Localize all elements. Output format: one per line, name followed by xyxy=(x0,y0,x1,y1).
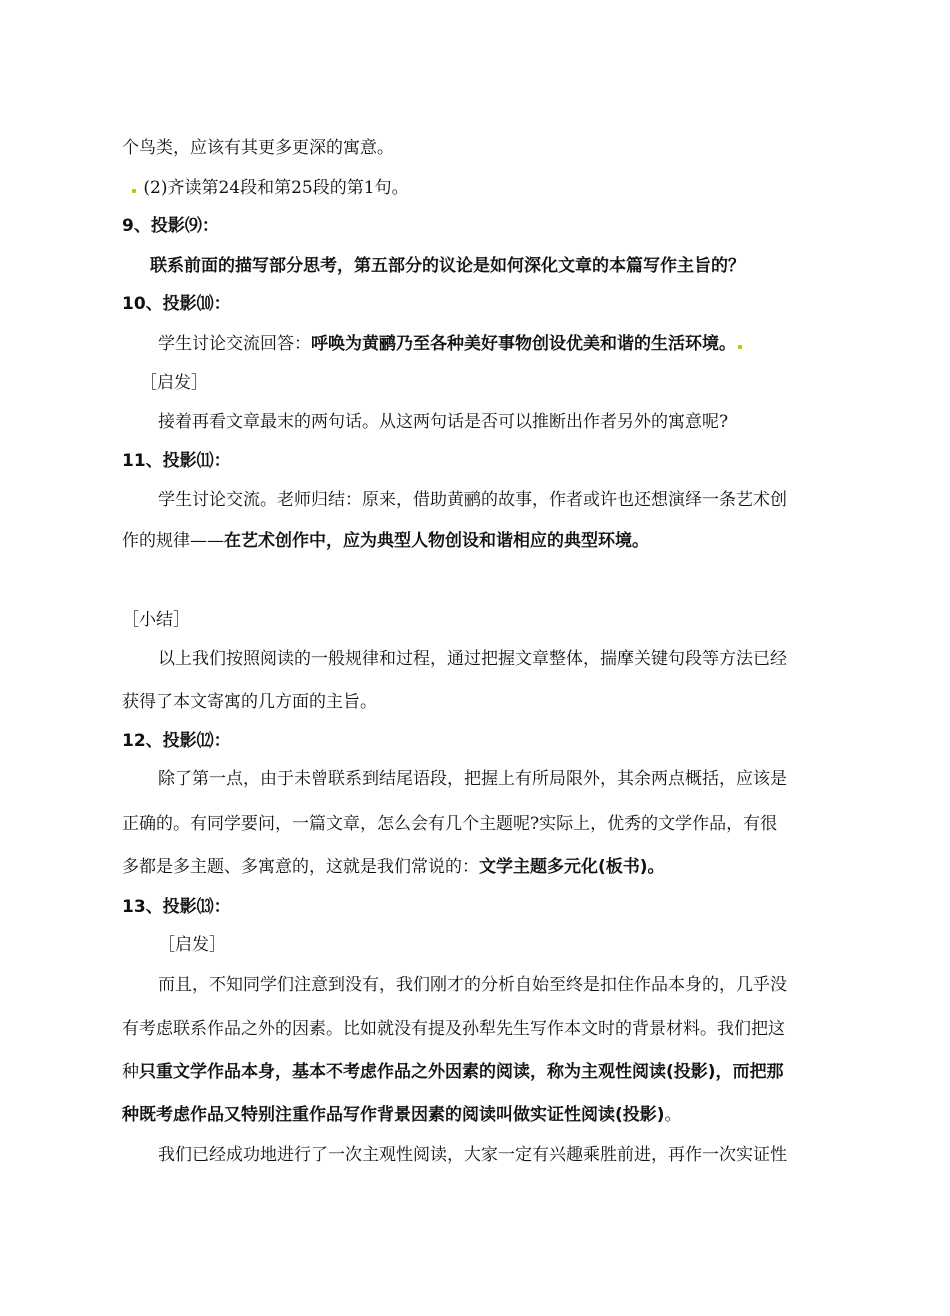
paragraph-line: 正确的。有同学要问，一篇文章，怎么会有几个主题呢?实际上，优秀的文学作品，有很 xyxy=(122,814,778,834)
section-heading: 10、投影⑽： xyxy=(122,294,231,314)
emphasis-text: 种既考虑作品又特别注重作品写作背景因素的阅读叫做实证性阅读(投影) xyxy=(122,1105,665,1125)
section-heading: 12、投影⑿： xyxy=(122,731,231,751)
paragraph-line xyxy=(122,1103,830,1127)
paragraph-line: 我们已经成功地进行了一次主观性阅读，大家一定有兴趣乘胜前进，再作一次实证性 xyxy=(158,1145,787,1165)
paragraph-line: 有考虑联系作品之外的因素。比如就没有提及孙犁先生写作本文时的背景材料。我们把这 xyxy=(122,1019,785,1039)
emphasis-text: 只重文学作品本身，基本不考虑作品之外因素的阅读，称为主观性阅读(投影)，而把那 xyxy=(139,1062,784,1082)
bracket-label: ［小结］ xyxy=(122,610,190,630)
line-text: 。 xyxy=(664,1105,682,1125)
paragraph-line: 而且，不知同学们注意到没有，我们刚才的分析自始至终是扣住作品本身的，几乎没 xyxy=(158,975,787,995)
paragraph-line xyxy=(122,1060,830,1084)
marker-dot xyxy=(738,345,742,349)
bracket-label: ［启发］ xyxy=(158,935,226,955)
line-text: 多都是多主题、多寓意的，这就是我们常说的： xyxy=(122,857,479,877)
line-text: 种 xyxy=(122,1062,139,1082)
line-text: 学生讨论交流回答： xyxy=(158,334,311,354)
paragraph-line: 获得了本文寄寓的几方面的主旨。 xyxy=(122,692,377,712)
paragraph-line: 接着再看文章最末的两句话。从这两句话是否可以推断出作者另外的寓意呢? xyxy=(158,412,729,432)
paragraph-line: 除了第一点，由于未曾联系到结尾语段，把握上有所局限外，其余两点概括，应该是 xyxy=(158,769,787,789)
paragraph-line: 以上我们按照阅读的一般规律和过程，通过把握文章整体，揣摩关键句段等方法已经 xyxy=(158,649,787,669)
emphasis-text: 呼唤为黄鹂乃至各种美好事物创设优美和谐的生活环境。 xyxy=(311,334,736,354)
section-heading: 13、投影⒀： xyxy=(122,897,231,917)
line-text: (2)齐读第24段和第25段的第1句。 xyxy=(143,178,409,198)
paragraph-line xyxy=(158,332,830,356)
section-heading: 9、投影⑼： xyxy=(122,216,219,236)
paragraph-line xyxy=(122,855,830,879)
emphasis-text: 文学主题多元化(板书)。 xyxy=(479,857,665,877)
emphasis-text: 在艺术创作中，应为典型人物创设和谐相应的典型环境。 xyxy=(224,531,649,551)
section-heading: 11、投影⑾： xyxy=(122,451,231,471)
marker-dot xyxy=(132,189,136,193)
paragraph-line xyxy=(130,176,830,200)
paragraph-line: 个鸟类，应该有其更多更深的寓意。 xyxy=(122,138,394,158)
question-text: 联系前面的描写部分思考，第五部分的议论是如何深化文章的本篇写作主旨的？ xyxy=(150,256,745,276)
line-text: 作的规律—— xyxy=(122,531,224,551)
paragraph-line: 学生讨论交流。老师归结：原来，借助黄鹂的故事，作者或许也还想演绎一条艺术创 xyxy=(158,490,787,510)
bracket-label: ［启发］ xyxy=(140,373,208,393)
paragraph-line xyxy=(122,529,830,553)
